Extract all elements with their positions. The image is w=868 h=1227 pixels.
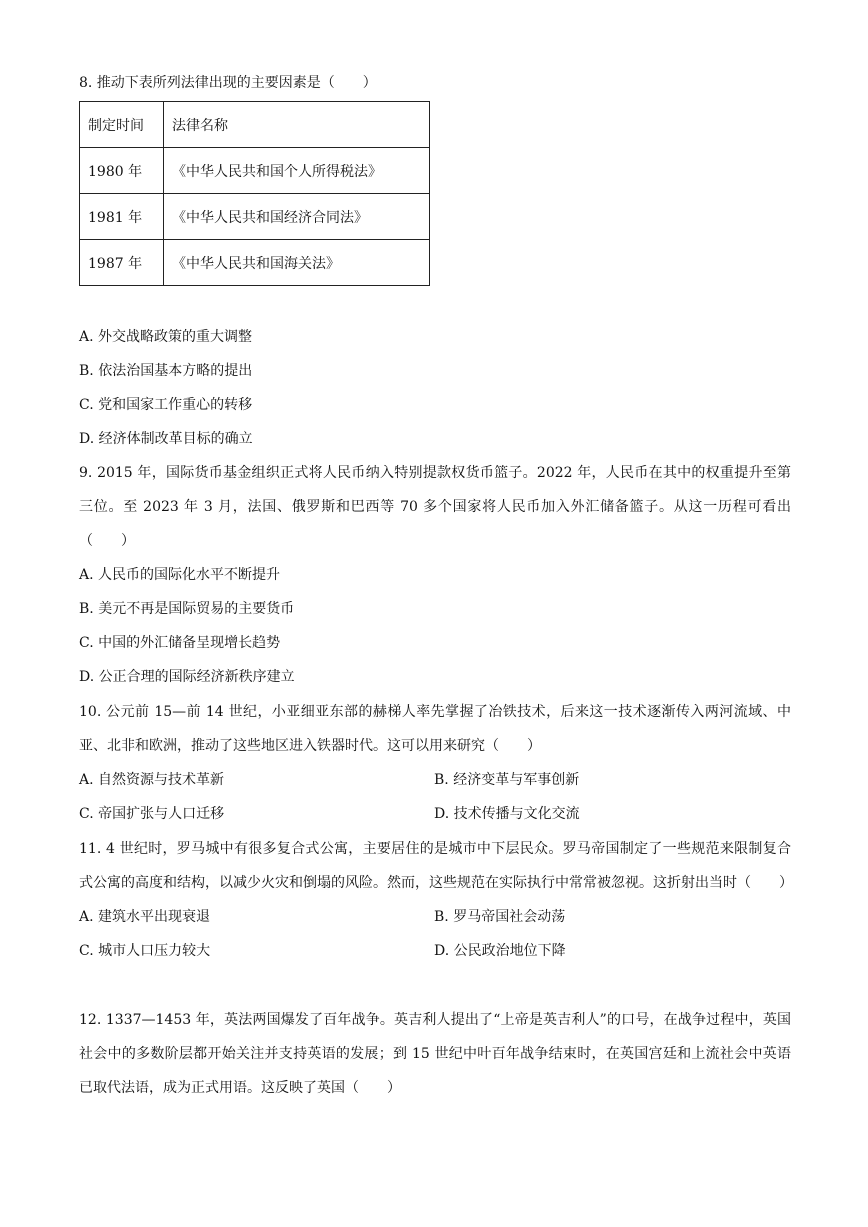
table-cell-law: 《中华人民共和国经济合同法》	[164, 194, 430, 240]
option-row	[79, 900, 791, 934]
option-c[interactable]: C. 城市人口压力较大	[79, 943, 211, 959]
table-row	[80, 148, 430, 194]
question-12-stem: 12. 1337—1453 年，英法两国爆发了百年战争。英吉利人提出了“上帝是英吉利人”的口号，在战争过程中，英国社会中的多数阶层都开始关注并支持英语的发展；到 15 世纪中叶百年战争结束时，在英国宫廷和上流社会中英语已取代法语，成为正式用语。这反映了英国（ ）	[79, 1012, 791, 1096]
option-a[interactable]: A. 人民币的国际化水平不断提升	[79, 567, 281, 583]
question-9	[79, 456, 791, 694]
option-d[interactable]: D. 技术传播与文化交流	[434, 806, 580, 822]
option-c[interactable]: C. 帝国扩张与人口迁移	[79, 806, 225, 822]
table-cell-law: 《中华人民共和国海关法》	[164, 240, 430, 286]
table-cell-year: 1987 年	[80, 240, 164, 286]
table-header-cell: 法律名称	[164, 102, 430, 148]
option-d[interactable]: D. 经济体制改革目标的确立	[79, 431, 253, 447]
option-row	[79, 934, 791, 968]
option-row	[79, 797, 791, 831]
option-b[interactable]: B. 依法治国基本方略的提出	[79, 363, 253, 379]
option-row	[79, 763, 791, 797]
table-row	[80, 194, 430, 240]
question-9-stem: 9. 2015 年，国际货币基金组织正式将人民币纳入特别提款权货币篮子。2022 年，人民币在其中的权重提升至第三位。至 2023 年 3 月，法国、俄罗斯和巴西等 70 多个国家将人民币加入外汇储备篮子。从这一历程可看出（ ）	[79, 465, 791, 549]
option-a[interactable]: A. 建筑水平出现衰退	[79, 909, 211, 925]
question-12	[79, 1003, 791, 1105]
option-c[interactable]: C. 中国的外汇储备呈现增长趋势	[79, 635, 281, 651]
option-b[interactable]: B. 美元不再是国际贸易的主要货币	[79, 601, 295, 617]
table-header-cell: 制定时间	[80, 102, 164, 148]
table-cell-law: 《中华人民共和国个人所得税法》	[164, 148, 430, 194]
option-b[interactable]: B. 罗马帝国社会动荡	[434, 909, 566, 925]
question-8-stem: 8. 推动下表所列法律出现的主要因素是（ ）	[79, 75, 377, 91]
question-11-stem: 11. 4 世纪时，罗马城中有很多复合式公寓，主要居住的是城市中下层民众。罗马帝国制定了一些规范来限制复合式公寓的高度和结构，以减少火灾和倒塌的风险。然而，这些规范在实际执行中常常被忽视。这折射出当时（ ）	[79, 841, 793, 891]
table-cell-year: 1980 年	[80, 148, 164, 194]
question-10-stem: 10. 公元前 15—前 14 世纪，小亚细亚东部的赫梯人率先掌握了冶铁技术，后来这一技术逐渐传入两河流域、中亚、北非和欧洲，推动了这些地区进入铁器时代。这可以用来研究（ ）	[79, 704, 791, 754]
option-b[interactable]: B. 经济变革与军事创新	[434, 772, 580, 788]
option-c[interactable]: C. 党和国家工作重心的转移	[79, 397, 253, 413]
question-8	[79, 66, 791, 100]
option-d[interactable]: D. 公正合理的国际经济新秩序建立	[79, 669, 295, 685]
option-d[interactable]: D. 公民政治地位下降	[434, 943, 566, 959]
table-cell-year: 1981 年	[80, 194, 164, 240]
option-a[interactable]: A. 自然资源与技术革新	[79, 772, 225, 788]
question-10	[79, 695, 791, 831]
option-a[interactable]: A. 外交战略政策的重大调整	[79, 329, 253, 345]
law-table	[79, 101, 430, 286]
table-header-row	[80, 102, 430, 148]
question-8-options	[79, 320, 791, 456]
table-row	[80, 240, 430, 286]
question-11	[79, 832, 791, 968]
